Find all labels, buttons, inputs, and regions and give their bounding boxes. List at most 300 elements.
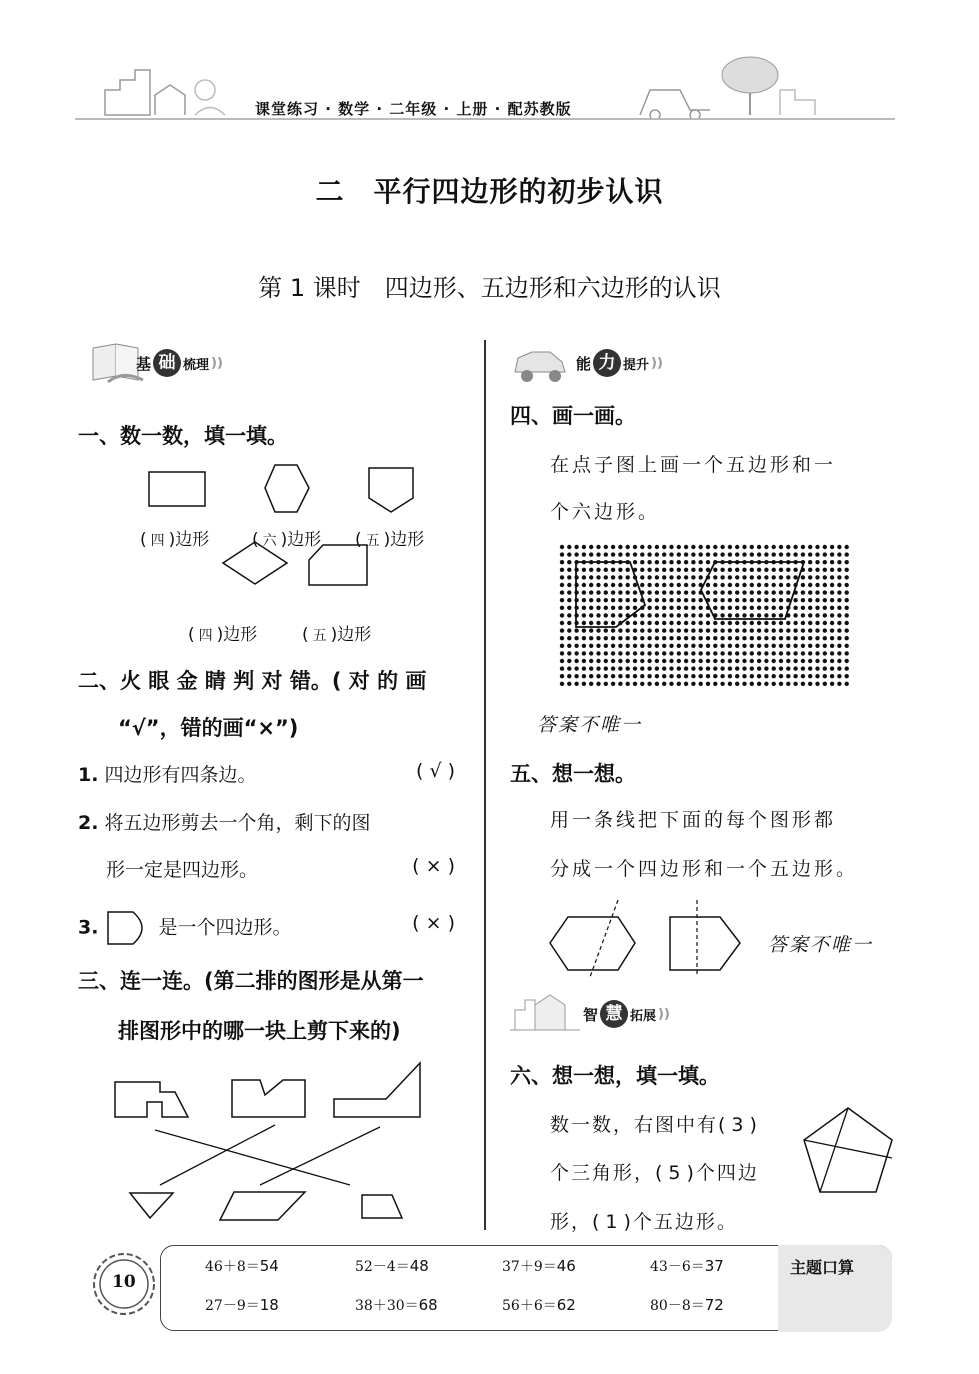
grid-dot [582,552,586,556]
grid-dot [662,575,666,579]
grid-dot [779,644,783,648]
grid-dot [815,666,819,670]
grid-dot [713,545,717,549]
grid-dot [611,613,615,617]
grid-dot [560,583,564,587]
grid-dot [830,621,834,625]
grid-dot [793,666,797,670]
grid-dot [655,682,659,686]
grid-dot [815,682,819,686]
grid-dot [845,644,849,648]
q1-title: 一、数一数，填一填。 [78,424,288,448]
grid-dot [713,659,717,663]
grid-dot [772,568,776,572]
grid-dot [626,568,630,572]
grid-dot [567,560,571,564]
grid-dot [706,628,710,632]
grid-dot [691,598,695,602]
grid-dot [837,583,841,587]
grid-dot [669,666,673,670]
grid-dot [567,621,571,625]
grid-dot [582,575,586,579]
grid-dot [757,628,761,632]
grid-dot [742,682,746,686]
grid-dot [647,659,651,663]
grid-dot [626,666,630,670]
grid-dot [808,575,812,579]
grid-dot [655,613,659,617]
grid-dot [808,621,812,625]
grid-dot [604,621,608,625]
grid-dot [684,644,688,648]
grid-dot [604,606,608,610]
grid-dot [618,613,622,617]
grid-dot [699,568,703,572]
grid-dot [589,606,593,610]
grid-dot [823,598,827,602]
grid-dot [713,583,717,587]
grid-dot [596,575,600,579]
grid-dot [640,560,644,564]
grid-dot [604,644,608,648]
grid-dot [574,659,578,663]
grid-dot [574,666,578,670]
grid-dot [706,636,710,640]
grid-dot [567,659,571,663]
grid-dot [735,682,739,686]
grid-dot [677,659,681,663]
grid-dot [720,628,724,632]
grid-dot [699,659,703,663]
grid-dot [801,628,805,632]
grid-dot [830,651,834,655]
grid-dot [647,598,651,602]
grid-dot [611,575,615,579]
grid-dot [837,659,841,663]
grid-dot [735,644,739,648]
grid-dot [582,568,586,572]
grid-dot [560,651,564,655]
grid-dot [633,560,637,564]
grid-dot [837,644,841,648]
grid-dot [567,674,571,678]
grid-dot [728,583,732,587]
grid-dot [640,568,644,572]
grid-dot [728,606,732,610]
calc-6: 38＋30＝68 [355,1296,438,1314]
grid-dot [713,651,717,655]
grid-dot [793,621,797,625]
grid-dot [626,583,630,587]
grid-dot [699,666,703,670]
grid-dot [684,682,688,686]
q5-title: 五、想一想。 [510,762,636,786]
grid-dot [742,651,746,655]
grid-dot [662,613,666,617]
grid-dot [801,674,805,678]
grid-dot [699,651,703,655]
grid-dot [830,583,834,587]
grid-dot [699,598,703,602]
grid-dot [823,606,827,610]
grid-dot [793,682,797,686]
dot-grid-figure [555,542,855,694]
grid-dot [742,674,746,678]
grid-dot [699,575,703,579]
grid-dot [626,606,630,610]
grid-dot [596,545,600,549]
grid-dot [728,674,732,678]
q6-line-2: 个三角形，( 5 )个四边 [550,1162,759,1184]
grid-dot [706,590,710,594]
grid-dot [691,666,695,670]
grid-dot [750,644,754,648]
grid-dot [567,613,571,617]
grid-dot [815,644,819,648]
grid-dot [574,628,578,632]
grid-dot [677,606,681,610]
grid-dot [735,598,739,602]
grid-dot [611,606,615,610]
grid-dot [801,613,805,617]
grid-dot [728,644,732,648]
grid-dot [757,636,761,640]
grid-dot [793,575,797,579]
grid-dot [669,682,673,686]
grid-dot [757,651,761,655]
grid-dot [837,598,841,602]
q1-label-4: ( 四 )边形 [188,625,258,645]
grid-dot [728,545,732,549]
grid-dot [735,606,739,610]
grid-dot [764,583,768,587]
grid-dot [772,583,776,587]
grid-dot [604,674,608,678]
q2-item-2: 2. 将五边形剪去一个角，剩下的图 [78,812,371,834]
grid-dot [560,590,564,594]
grid-dot [764,568,768,572]
grid-dot [596,598,600,602]
grid-dot [589,552,593,556]
grid-dot [830,659,834,663]
grid-dot [815,552,819,556]
grid-dot [596,606,600,610]
grid-dot [633,598,637,602]
grid-dot [801,651,805,655]
grid-dot [786,636,790,640]
grid-dot [647,644,651,648]
grid-dot [662,644,666,648]
page-number: 10 [112,1272,136,1292]
grid-dot [823,568,827,572]
grid-dot [815,545,819,549]
grid-dot [720,666,724,670]
grid-dot [713,552,717,556]
grid-dot [560,659,564,663]
grid-dot [808,651,812,655]
grid-dot [713,666,717,670]
grid-dot [764,545,768,549]
grid-dot [662,568,666,572]
grid-dot [684,545,688,549]
grid-dot [655,606,659,610]
grid-dot [633,606,637,610]
grid-dot [793,644,797,648]
grid-dot [647,575,651,579]
grid-dot [699,682,703,686]
grid-dot [662,621,666,625]
grid-dot [706,613,710,617]
grid-dot [589,613,593,617]
grid-dot [786,583,790,587]
grid-dot [830,674,834,678]
grid-dot [720,606,724,610]
grid-dot [808,682,812,686]
grid-dot [647,560,651,564]
grid-dot [764,598,768,602]
grid-dot [815,575,819,579]
grid-dot [801,621,805,625]
grid-dot [793,568,797,572]
grid-dot [604,545,608,549]
grid-dot [786,628,790,632]
grid-dot [720,598,724,602]
grid-dot [582,644,586,648]
grid-dot [604,598,608,602]
grid-dot [655,552,659,556]
grid-dot [742,613,746,617]
grid-dot [735,636,739,640]
grid-dot [823,682,827,686]
q3-title-line2: 排图形中的哪一块上剪下来的) [118,1019,401,1043]
grid-dot [669,590,673,594]
grid-dot [808,666,812,670]
grid-dot [684,621,688,625]
grid-dot [589,682,593,686]
grid-dot [779,575,783,579]
grid-dot [772,606,776,610]
grid-dot [611,682,615,686]
grid-dot [647,606,651,610]
grid-dot [772,628,776,632]
grid-dot [596,666,600,670]
grid-dot [574,545,578,549]
grid-dot [560,666,564,670]
grid-dot [815,583,819,587]
grid-dot [779,682,783,686]
grid-dot [764,606,768,610]
grid-dot [684,583,688,587]
grid-dot [823,644,827,648]
grid-dot [757,674,761,678]
grid-dot [742,628,746,632]
grid-dot [560,682,564,686]
q1-label-2: ( 六 )边形 [252,530,322,550]
grid-dot [815,621,819,625]
wisdom-section-badge [510,990,580,1039]
grid-dot [779,598,783,602]
grid-dot [786,575,790,579]
grid-dot [750,636,754,640]
grid-dot [735,651,739,655]
grid-dot [669,621,673,625]
grid-dot [677,552,681,556]
grid-dot [720,575,724,579]
grid-dot [837,682,841,686]
grid-dot [837,621,841,625]
grid-dot [633,545,637,549]
grid-dot [560,606,564,610]
grid-dot [808,583,812,587]
grid-dot [604,651,608,655]
calc-7: 56＋6＝62 [502,1296,576,1314]
grid-dot [742,636,746,640]
grid-dot [655,674,659,678]
grid-dot [735,674,739,678]
grid-dot [757,568,761,572]
grid-dot [808,606,812,610]
grid-dot [596,682,600,686]
grid-dot [567,598,571,602]
grid-dot [611,674,615,678]
q4-text-2: 个六边形。 [550,501,661,523]
grid-dot [633,674,637,678]
grid-dot [684,674,688,678]
grid-dot [793,606,797,610]
grid-dot [596,644,600,648]
grid-dot [618,552,622,556]
grid-dot [669,575,673,579]
grid-dot [793,598,797,602]
grid-dot [567,568,571,572]
grid-dot [596,590,600,594]
grid-dot [691,575,695,579]
grid-dot [611,552,615,556]
grid-dot [596,568,600,572]
grid-dot [823,659,827,663]
q6-title: 六、想一想，填一填。 [510,1064,720,1088]
grid-dot [750,575,754,579]
grid-dot [801,606,805,610]
grid-dot [589,636,593,640]
city-icon [510,990,580,1035]
grid-dot [662,560,666,564]
grid-dot [691,674,695,678]
grid-dot [772,636,776,640]
grid-dot [582,682,586,686]
grid-dot [750,682,754,686]
grid-dot [662,636,666,640]
grid-dot [669,644,673,648]
grid-dot [823,628,827,632]
grid-dot [655,598,659,602]
grid-dot [567,628,571,632]
grid-dot [779,568,783,572]
grid-dot [633,651,637,655]
q5-text-2: 分成一个四边形和一个五边形。 [550,858,859,880]
grid-dot [596,583,600,587]
grid-dot [604,575,608,579]
pentagon-figure [798,1100,898,1204]
grid-dot [677,621,681,625]
header-illustration-left [95,65,235,124]
grid-dot [779,621,783,625]
grid-dot [691,568,695,572]
grid-dot [845,621,849,625]
grid-dot [801,545,805,549]
grid-dot [801,682,805,686]
grid-dot [589,644,593,648]
grid-dot [560,575,564,579]
grid-dot [845,552,849,556]
grid-dot [801,598,805,602]
grid-dot [582,545,586,549]
grid-dot [728,636,732,640]
grid-dot [684,659,688,663]
grid-dot [750,568,754,572]
grid-dot [684,575,688,579]
grid-dot [713,575,717,579]
grid-dot [567,636,571,640]
grid-dot [589,666,593,670]
grid-dot [618,644,622,648]
grid-dot [560,621,564,625]
grid-dot [750,552,754,556]
grid-dot [626,636,630,640]
grid-dot [742,545,746,549]
grid-dot [845,606,849,610]
grid-dot [647,613,651,617]
grid-dot [808,598,812,602]
calc-3: 37＋9＝46 [502,1257,576,1275]
q1-label-1: ( 四 )边形 [140,530,210,550]
grid-dot [611,583,615,587]
grid-dot [757,606,761,610]
q2-item-2-line2: 形一定是四边形。 ( × ) [106,855,455,881]
grid-dot [567,651,571,655]
grid-dot [662,583,666,587]
grid-dot [713,598,717,602]
grid-dot [589,598,593,602]
grid-dot [626,674,630,678]
grid-dot [596,613,600,617]
grid-dot [691,659,695,663]
grid-dot [589,583,593,587]
grid-dot [633,621,637,625]
grid-dot [764,636,768,640]
grid-dot [582,590,586,594]
grid-dot [618,674,622,678]
grid-dot [662,674,666,678]
grid-dot [596,628,600,632]
grid-dot [786,590,790,594]
grid-dot [845,666,849,670]
grid-dot [611,636,615,640]
grid-dot [626,651,630,655]
grid-dot [837,636,841,640]
grid-dot [589,621,593,625]
grid-dot [764,659,768,663]
grid-dot [596,659,600,663]
grid-dot [647,628,651,632]
grid-dot [750,621,754,625]
grid-dot [655,590,659,594]
grid-dot [750,606,754,610]
grid-dot [845,598,849,602]
grid-dot [728,682,732,686]
grid-dot [706,621,710,625]
header-illustration-right [620,55,840,124]
